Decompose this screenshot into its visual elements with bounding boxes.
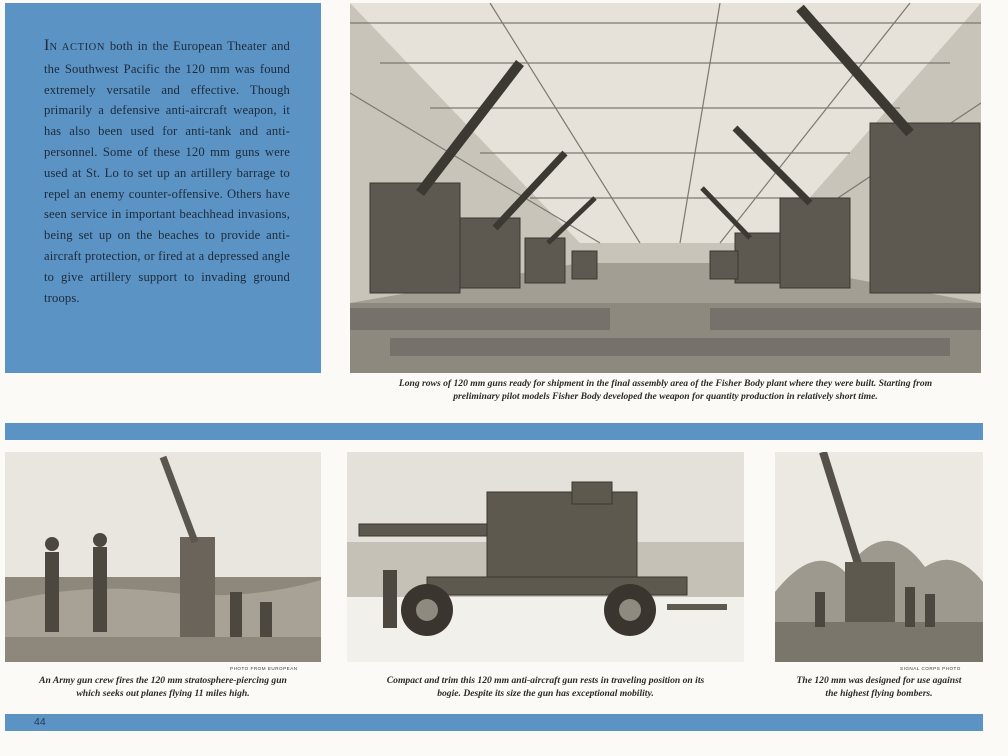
page-number: 44 <box>34 716 46 728</box>
intro-body-text: both in the European Theater and the Southwest Pacific the 120 mm was found extremely versatile and effective. Though primarily a defensive anti-aircraft weapon, it has also been used for anti-tank and anti-personnel. Some of these 120 mm guns were used at St. Lo to set up an artillery barrage to repel an enemy counter-offensive. Others have seen service in important beachhead invasions, being set up on the beaches to provide anti-aircraft protection, or fired at a depressed angle to give artillery support to invading ground troops. <box>44 39 290 305</box>
credit-european: PHOTO FROM EUROPEAN <box>230 666 298 671</box>
caption-gun-crew-line2: which seeks out planes flying 11 miles high. <box>76 688 250 699</box>
divider-band <box>5 423 983 440</box>
caption-gun-sky-line1: The 120 mm was designed for use against <box>796 675 962 686</box>
caption-factory <box>350 377 981 403</box>
intro-paragraph <box>44 36 290 308</box>
caption-gun-bogie <box>347 674 744 700</box>
caption-gun-crew <box>5 674 321 700</box>
caption-gun-crew-line1: An Army gun crew fires the 120 mm stratosphere-piercing gun <box>39 675 287 686</box>
caption-factory-line1: Long rows of 120 mm guns ready for shipment in the final assembly area of the Fisher Body plant where they were built. Starting from <box>398 378 933 389</box>
caption-gun-sky-line2: the highest flying bombers. <box>825 688 933 699</box>
photo-factory-assembly <box>350 3 981 373</box>
photo-gun-sky <box>775 452 983 662</box>
drop-initial: I <box>44 37 50 54</box>
caption-gun-sky <box>775 674 983 700</box>
photo-gun-crew <box>5 452 321 662</box>
lead-smallcaps: N ACTION <box>49 42 106 53</box>
gun-sky-illustration <box>775 452 983 662</box>
factory-illustration <box>350 3 981 373</box>
gun-crew-illustration <box>5 452 321 662</box>
caption-gun-bogie-line2: bogie. Despite its size the gun has exceptional mobility. <box>437 688 654 699</box>
footer-band <box>5 714 983 731</box>
gun-bogie-illustration <box>347 452 744 662</box>
photo-gun-bogie <box>347 452 744 662</box>
caption-gun-bogie-line1: Compact and trim this 120 mm anti-aircraft gun rests in traveling position on its <box>386 675 705 686</box>
credit-signal-corps: SIGNAL CORPS PHOTO <box>900 666 961 671</box>
caption-factory-line2: preliminary pilot models Fisher Body developed the weapon for quantity production in relatively short time. <box>453 391 878 402</box>
